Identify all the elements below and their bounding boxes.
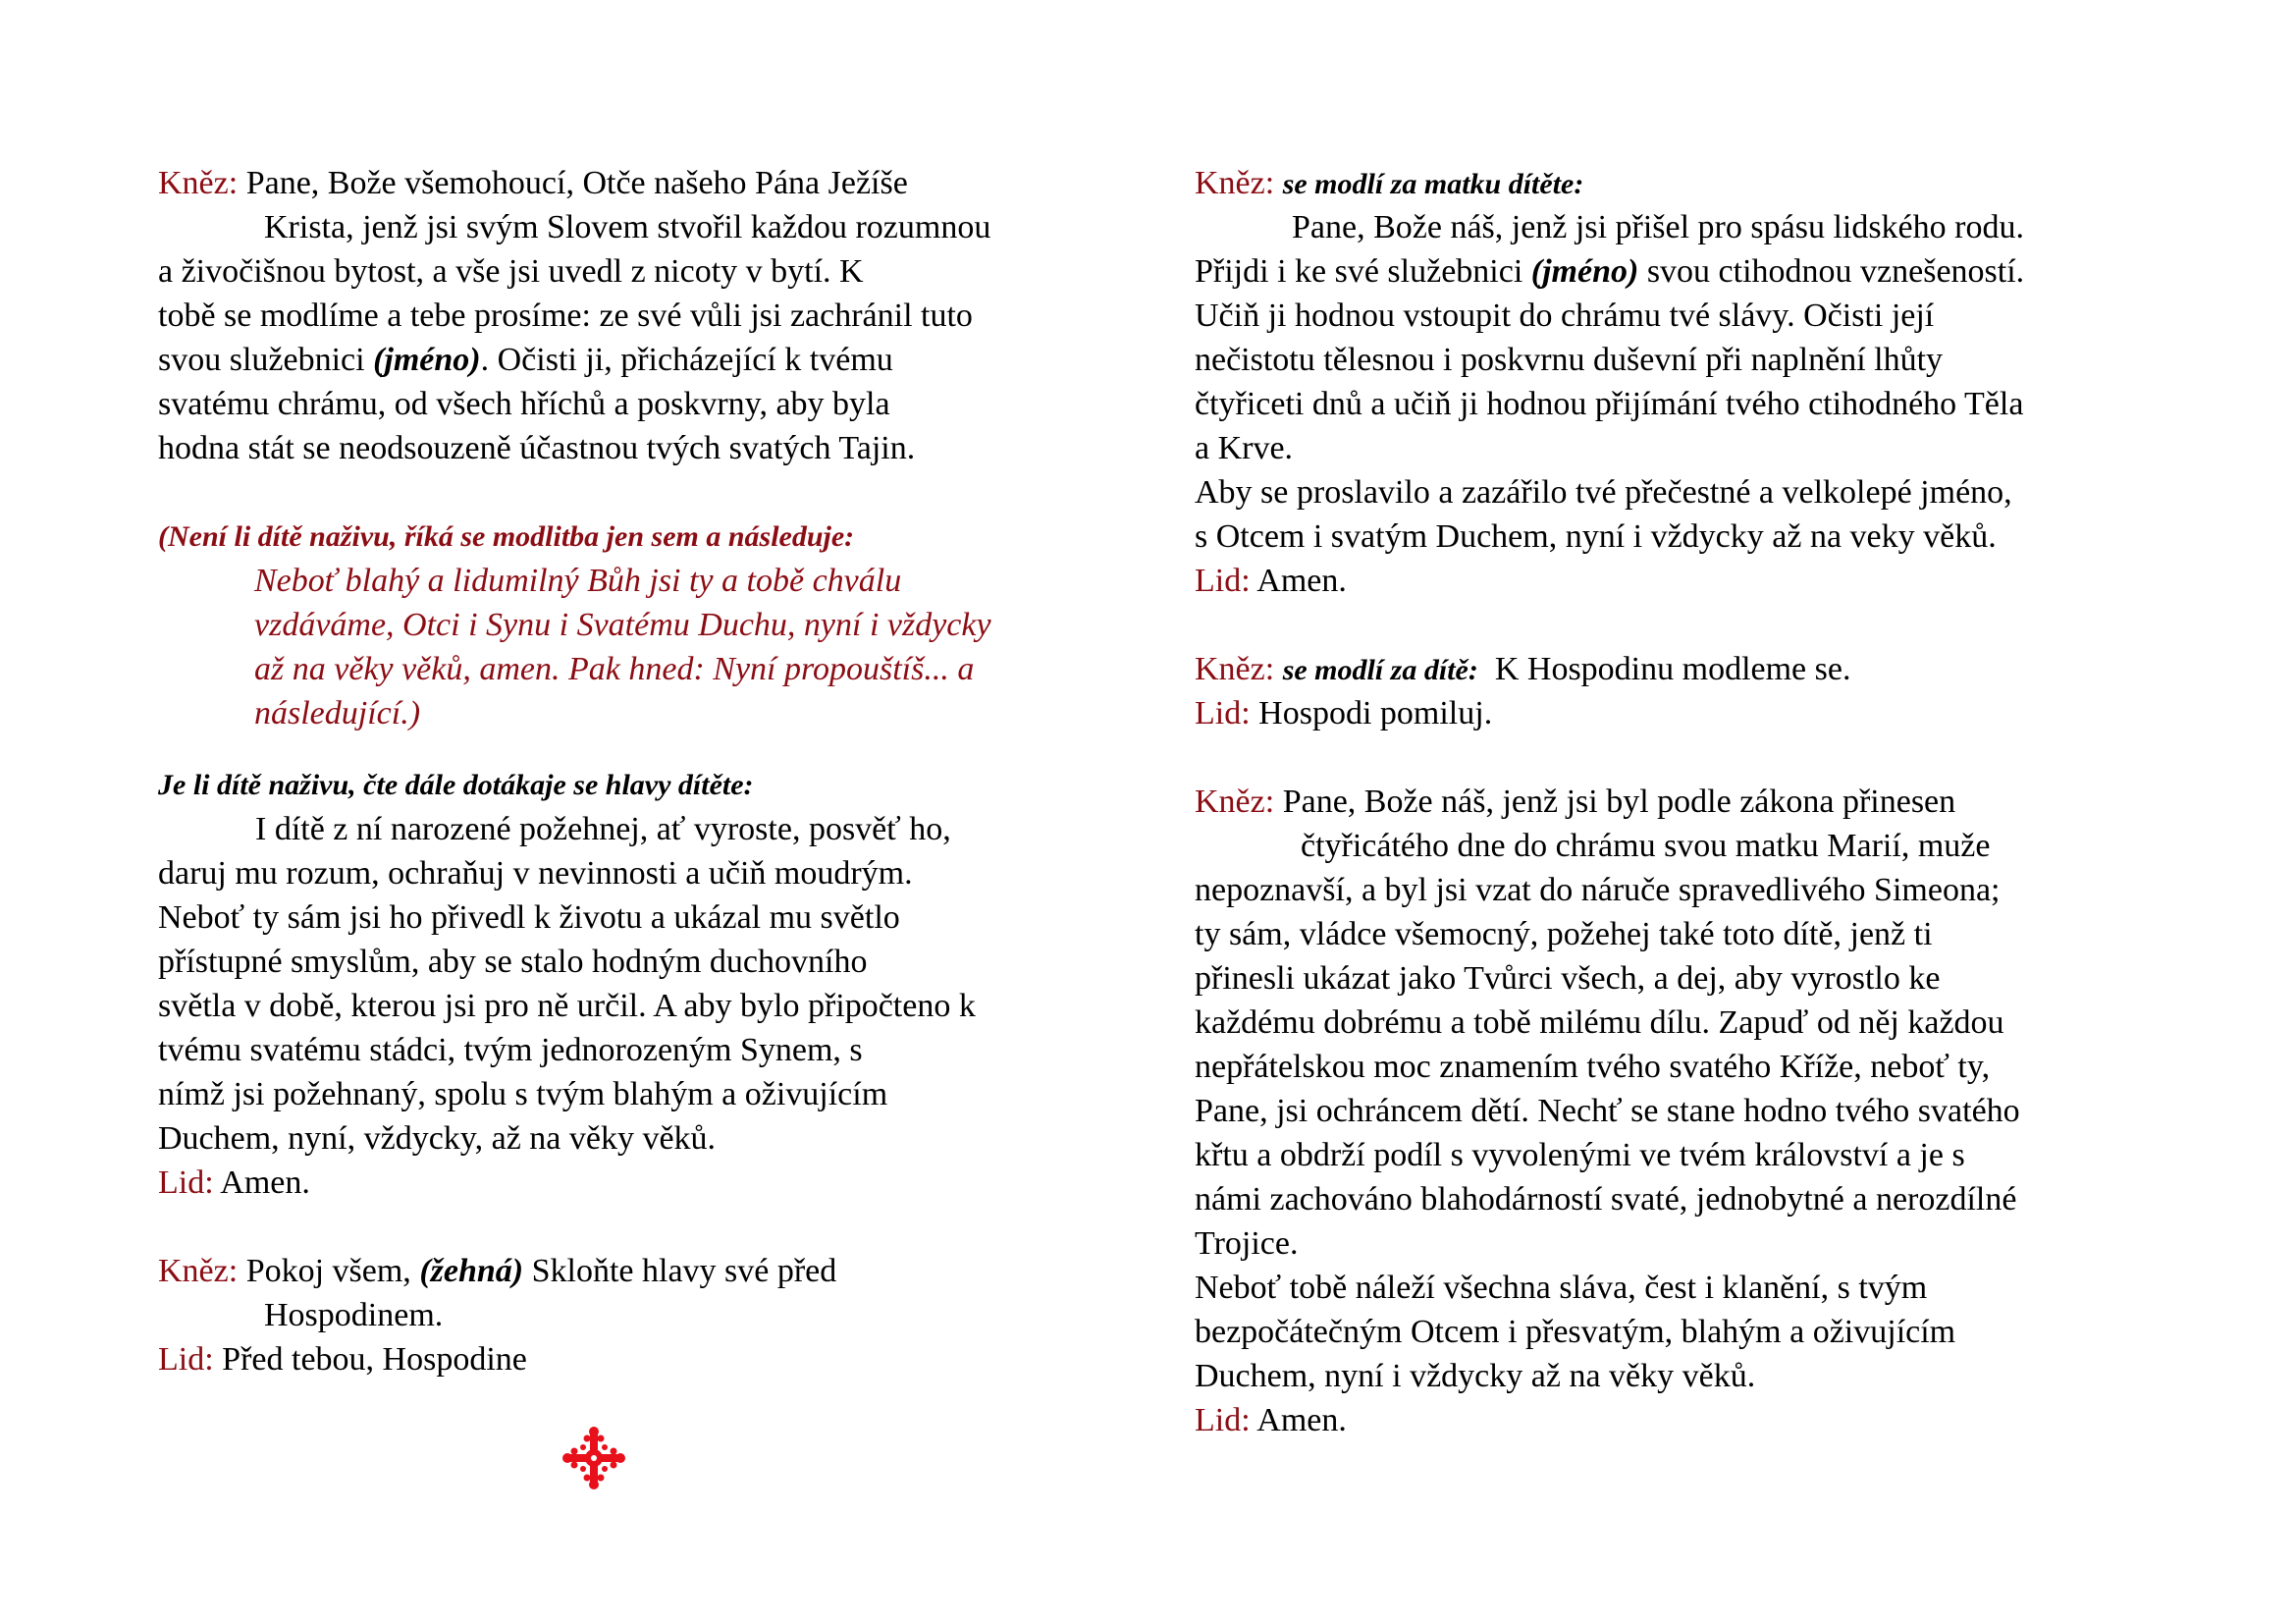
prayer-line: tvému svatému stádci, tvým jednorozeným Synem, s (158, 1032, 863, 1068)
prayer-line: Neboť tobě náleží všechna sláva, čest i klanění, s tvým (1195, 1270, 1928, 1306)
prayer-line: hodna stát se neodsouzeně účastnou tvých svatých Tajin. (158, 430, 916, 466)
rubric-line: vzdáváme, Otci i Synu i Svatému Duchu, nyní i vždycky (254, 607, 991, 643)
priest-label: Kněz: (158, 1253, 239, 1289)
prayer-line: křtu a obdrží podíl s vyvolenými ve tvém království a je s (1195, 1137, 1965, 1173)
response-amen: Amen. (220, 1164, 310, 1201)
prayer-for-mother (1195, 161, 2176, 603)
people-label: Lid: (1195, 563, 1251, 599)
prayer-line: čtyřicátého dne do chrámu svou matku Marií, muže (1301, 828, 1991, 864)
people-label: Lid: (158, 1164, 214, 1201)
rubric-line: následující.) (254, 695, 421, 731)
prayer-line: nečistotu tělesnou i poskvrnu duševní při naplnění lhůty (1195, 342, 1944, 378)
prayer-line: Neboť ty sám jsi ho přivedl k životu a ukázal mu světlo (158, 899, 900, 936)
priest-label: Kněz: (1195, 165, 1275, 201)
prayer-purification-mother (158, 161, 1130, 470)
prayer-line: námi zachováno blahodárností svaté, jednobytné a nerozdílné (1195, 1181, 2017, 1218)
prayer-for-child-litany (1195, 647, 2176, 735)
prayer-child (158, 763, 1130, 1205)
name-placeholder: (jméno) (1530, 253, 1639, 290)
prayer-line: Krista, jenž jsi svým Slovem stvořil každou rozumnou (264, 209, 991, 245)
prayer-line: nepřátelskou moc znamením tvého svatého Kříže, neboť ty, (1195, 1049, 1991, 1085)
response-amen: Amen. (1256, 563, 1347, 599)
prayer-line: tobě se modlíme a tebe prosíme: ze své vůli jsi zachránil tuto (158, 298, 973, 334)
response-amen: Amen. (1256, 1402, 1347, 1438)
prayer-line: Pokoj všem, (245, 1253, 420, 1289)
prayer-line: každému dobrému a tobě milému dílu. Zapuď od něj každou (1195, 1004, 2004, 1041)
prayer-line: K Hospodinu modleme se. (1477, 651, 1851, 687)
prayer-line: Učiň ji hodnou vstoupit do chrámu tvé slávy. Očisti její (1195, 298, 1935, 334)
prayer-line: Pane, Bože náš, jenž jsi byl podle zákona přinesen (1282, 784, 1956, 820)
response-line: Před tebou, Hospodine (222, 1341, 527, 1378)
rubric-line: až na věky věků, amen. Pak hned: Nyní propouštíš... a (254, 651, 975, 687)
prayer-line: bezpočátečným Otcem i přesvatým, blahým a oživujícím (1195, 1314, 1956, 1350)
people-label: Lid: (1195, 695, 1251, 731)
left-column (158, 161, 1130, 1381)
prayer-line: čtyřiceti dnů a učiň ji hodnou přijímání tvého ctihodného Těla (1195, 386, 2024, 422)
prayer-for-child (1195, 780, 2176, 1442)
rubric-heading: (Není li dítě naživu, říká se modlitba jen sem a následuje: (158, 520, 855, 553)
prayer-line: daruj mu rozum, ochraňuj v nevinnosti a učiň moudrým. (158, 855, 913, 892)
prayer-line: a Krve. (1195, 430, 1294, 466)
prayer-line: I dítě z ní narozené požehnej, ať vyroste, posvěť ho, (255, 811, 951, 847)
priest-label: Kněz: (1195, 784, 1275, 820)
prayer-line: Trojice. (1195, 1225, 1299, 1262)
prayer-line: Hospodinem. (264, 1297, 444, 1333)
priest-label: Kněz: (1195, 651, 1275, 687)
prayer-line: a živočišnou bytost, a vše jsi uvedl z nicoty v bytí. K (158, 253, 864, 290)
rubric-blessing: (žehná) (419, 1253, 524, 1289)
name-placeholder: (jméno) (373, 342, 481, 378)
prayer-line: Pane, jsi ochráncem dětí. Nechť se stane hodno tvého svatého (1195, 1093, 2020, 1129)
prayer-line: Duchem, nyní i vždycky až na věky věků. (1195, 1358, 1756, 1394)
prayer-line: svou služebnici (158, 342, 374, 378)
prayer-line: přinesli ukázat jako Tvůrci všech, a dej, aby vyrostlo ke (1195, 960, 1941, 997)
response-line: Hospodi pomiluj. (1258, 695, 1493, 731)
prayer-line: nímž jsi požehnaný, spolu s tvým blahým a oživujícím (158, 1076, 888, 1112)
rubric-instruction: Je li dítě naživu, čte dále dotákaje se hlavy dítěte: (158, 769, 754, 801)
prayer-line: Aby se proslavilo a zazářilo tvé přečestné a velkolepé jméno, (1195, 474, 2012, 511)
rubric-instruction: se modlí za matku dítěte: (1282, 168, 1584, 200)
people-label: Lid: (158, 1341, 214, 1378)
prayer-line: Duchem, nyní, vždycky, až na věky věků. (158, 1120, 717, 1157)
prayer-line: Pane, Bože náš, jenž jsi přišel pro spásu lidského rodu. (1292, 209, 2024, 245)
prayer-line: svatému chrámu, od všech hříchů a poskvrny, aby byla (158, 386, 890, 422)
right-column (1195, 161, 2176, 1442)
prayer-line: Skloňte hlavy své před (523, 1253, 837, 1289)
rubric-line: Neboť blahý a lidumilný Bůh jsi ty a tobě chválu (254, 563, 902, 599)
people-label: Lid: (1195, 1402, 1251, 1438)
prayer-line: Přijdi i ke své služebnici (1195, 253, 1531, 290)
prayer-line: . Očisti ji, přicházející k tvému (480, 342, 893, 378)
prayer-line: svou ctihodnou vznešeností. (1638, 253, 2025, 290)
prayer-line: přístupné smyslům, aby se stalo hodným duchovního (158, 944, 868, 980)
prayer-line: Pane, Bože všemohoucí, Otče našeho Pána Ježíše (245, 165, 908, 201)
cross-ornament-icon (561, 1426, 626, 1490)
prayer-line: s Otcem i svatým Duchem, nyní i vždycky až na veky věků. (1195, 518, 1997, 555)
peace-dialogue (158, 1249, 1130, 1381)
prayer-line: ty sám, vládce všemocný, požehej také toto dítě, jenž ti (1195, 916, 1933, 952)
rubric-instruction: se modlí za dítě: (1282, 654, 1478, 686)
prayer-line: světla v době, kterou jsi pro ně určil. A aby bylo připočteno k (158, 988, 976, 1024)
prayer-line: nepoznavší, a byl jsi vzat do náruče spravedlivého Simeona; (1195, 872, 2001, 908)
rubric-note (158, 514, 1130, 735)
priest-label: Kněz: (158, 165, 239, 201)
